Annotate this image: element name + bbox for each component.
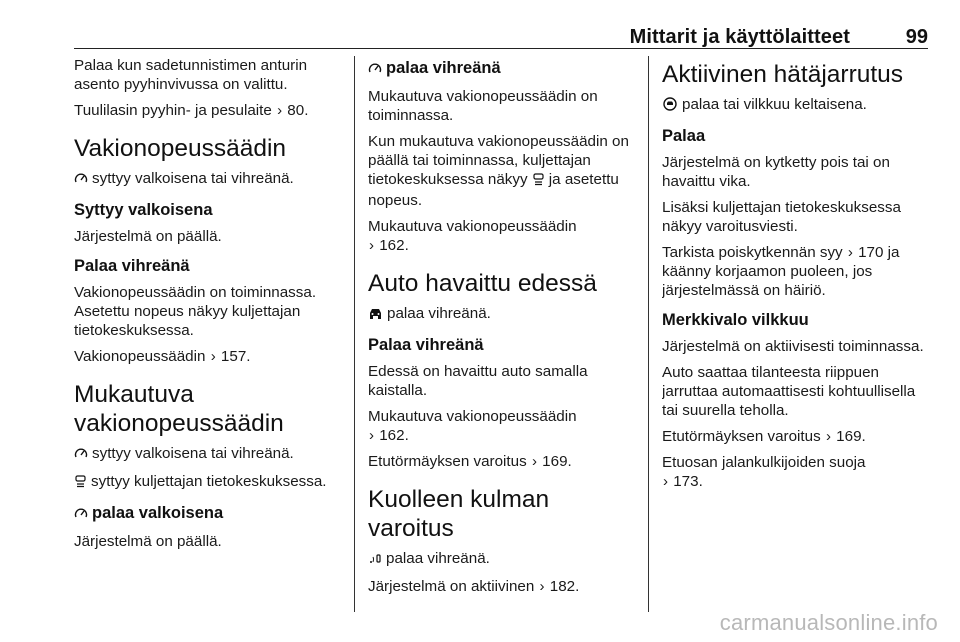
subheading: Palaa vihreänä: [368, 336, 484, 354]
subheading-text: palaa vihreänä: [386, 59, 501, 77]
paragraph-text: Kun mukautuva vakionopeussäädin on päällä tai toiminnassa, kuljettajan tietokeskuksessa näkyy: [368, 133, 629, 188]
page-reference-arrow-icon: ›: [277, 102, 283, 119]
ref-page: 170 ja: [858, 244, 900, 261]
icon-line-text: syttyy valkoisena tai vihreänä.: [92, 445, 294, 462]
section-heading: Aktiivinen hätäjarrutus: [662, 61, 904, 88]
ref-text: Mukautuva vakionopeussäädin: [368, 408, 577, 425]
icon-line: [74, 444, 344, 465]
header-rule: [74, 48, 928, 49]
paragraph: Lisäksi kuljettajan tietokeskuksessa näkyy varoitusviesti.: [662, 199, 901, 235]
paragraph: [368, 132, 636, 210]
blind-zone-icon: [368, 551, 382, 570]
ref-text: Etuosan jalankulkijoiden suoja: [662, 454, 866, 471]
paragraph-text: käänny korjaamon puoleen, jos järjestelmässä on häiriö.: [662, 263, 873, 299]
paragraph: Auto saattaa tilanteesta riippuen jarruttaa automaattisesti kohtuullisella tai suurella teholla.: [662, 364, 916, 419]
paragraph-with-ref: [368, 577, 636, 596]
icon-line: [74, 472, 344, 493]
ref-page: 173.: [673, 473, 703, 490]
column-3: [662, 56, 928, 612]
icon-line-text: palaa tai vilkkuu keltaisena.: [682, 96, 867, 113]
page-reference-arrow-icon: ›: [847, 244, 853, 261]
page-number: 99: [905, 26, 928, 48]
ref-text: Tarkista poiskytkennän syy: [662, 244, 843, 261]
column-divider: [354, 56, 355, 612]
cruise-control-icon: [74, 446, 88, 465]
page-reference-arrow-icon: ›: [531, 453, 537, 470]
cruise-control-icon: [74, 505, 88, 526]
page-reference-arrow-icon: ›: [210, 348, 216, 365]
adaptive-cruise-display-icon: [74, 474, 87, 493]
ref-text: Tuulilasin pyyhin- ja pesulaite: [74, 102, 272, 119]
icon-line: [662, 95, 928, 116]
subheading: Syttyy valkoisena: [74, 201, 213, 219]
ref-text: Etutörmäyksen varoitus: [368, 453, 527, 470]
ref-page: 80.: [287, 102, 309, 119]
subheading: [74, 503, 344, 526]
section-heading: Mukautuva vakionopeussäädin: [74, 381, 284, 437]
ref-text: Vakionopeussäädin: [74, 348, 206, 365]
subheading: Merkkivalo vilkkuu: [662, 311, 809, 329]
paragraph: Mukautuva vakionopeussäädin on toiminnassa.: [368, 88, 598, 124]
ref-text: Mukautuva vakionopeussäädin: [368, 218, 577, 235]
ref-text: Järjestelmä on aktiivinen: [368, 578, 535, 595]
ref-page: 169.: [542, 453, 572, 470]
paragraph-with-ref: [368, 452, 636, 471]
page-reference-arrow-icon: ›: [663, 473, 668, 490]
cruise-control-icon: [368, 60, 382, 81]
paragraph-with-ref: [368, 407, 636, 445]
page-reference-arrow-icon: ›: [369, 427, 374, 444]
subheading-text: palaa valkoisena: [92, 504, 224, 522]
page-reference-arrow-icon: ›: [369, 237, 374, 254]
page-header: [74, 14, 928, 48]
icon-line: [368, 549, 636, 570]
icon-line-text: palaa vihreänä.: [386, 550, 490, 567]
paragraph: Järjestelmä on päällä.: [74, 533, 222, 550]
paragraph-with-ref: [368, 217, 636, 255]
paragraph-with-ref: [662, 243, 928, 300]
paragraph: Vakionopeussäädin on toiminnassa. Asetettu nopeus näkyy kuljettajan tietokeskuksessa.: [74, 284, 317, 339]
paragraph: Edessä on havaittu auto samalla kaistalla.: [368, 363, 588, 399]
ref-page: 182.: [549, 578, 580, 595]
column-1: [74, 56, 344, 612]
subheading: [368, 58, 636, 81]
page-reference-arrow-icon: ›: [825, 428, 831, 445]
paragraph: Järjestelmä on kytketty pois tai on havaittu vika.: [662, 154, 890, 190]
ref-text: Etutörmäyksen varoitus: [662, 428, 821, 445]
paragraph-with-ref: [662, 427, 928, 446]
cruise-control-icon: [74, 171, 88, 190]
watermark: carmanualsonline.info: [719, 610, 938, 635]
paragraph-text: ja asetettu nopeus.: [368, 171, 619, 209]
subheading: Palaa vihreänä: [74, 257, 190, 275]
paragraph: Palaa kun sadetunnistimen anturin asento pyyhinvivussa on valittu.: [74, 57, 308, 93]
chapter-title: Mittarit ja käyttölaitteet: [629, 26, 850, 48]
column-2: [368, 56, 636, 612]
paragraph-with-ref: [662, 453, 928, 491]
adaptive-cruise-display-icon: [532, 172, 545, 191]
section-heading: Vakionopeussäädin: [74, 135, 287, 162]
icon-line-text: syttyy kuljettajan tietokeskuksessa.: [91, 473, 327, 490]
paragraph-with-ref: [74, 101, 344, 120]
column-divider: [648, 56, 649, 612]
icon-line: [74, 169, 344, 190]
ref-page: 162.: [379, 427, 409, 444]
vehicle-ahead-icon: [368, 306, 383, 325]
icon-line-text: syttyy valkoisena tai vihreänä.: [92, 170, 294, 187]
ref-page: 157.: [220, 348, 251, 365]
emergency-brake-icon: [662, 97, 678, 116]
paragraph: Järjestelmä on aktiivisesti toiminnassa.: [662, 338, 924, 355]
subheading: Palaa: [662, 127, 706, 145]
icon-line-text: palaa vihreänä.: [387, 305, 491, 322]
page-reference-arrow-icon: ›: [539, 578, 545, 595]
section-heading: Kuolleen kulman varoitus: [368, 486, 550, 542]
ref-page: 169.: [836, 428, 866, 445]
icon-line: [368, 304, 636, 325]
paragraph-with-ref: [74, 347, 344, 366]
ref-page: 162.: [379, 237, 409, 254]
paragraph: Järjestelmä on päällä.: [74, 228, 222, 245]
section-heading: Auto havaittu edessä: [368, 270, 597, 297]
